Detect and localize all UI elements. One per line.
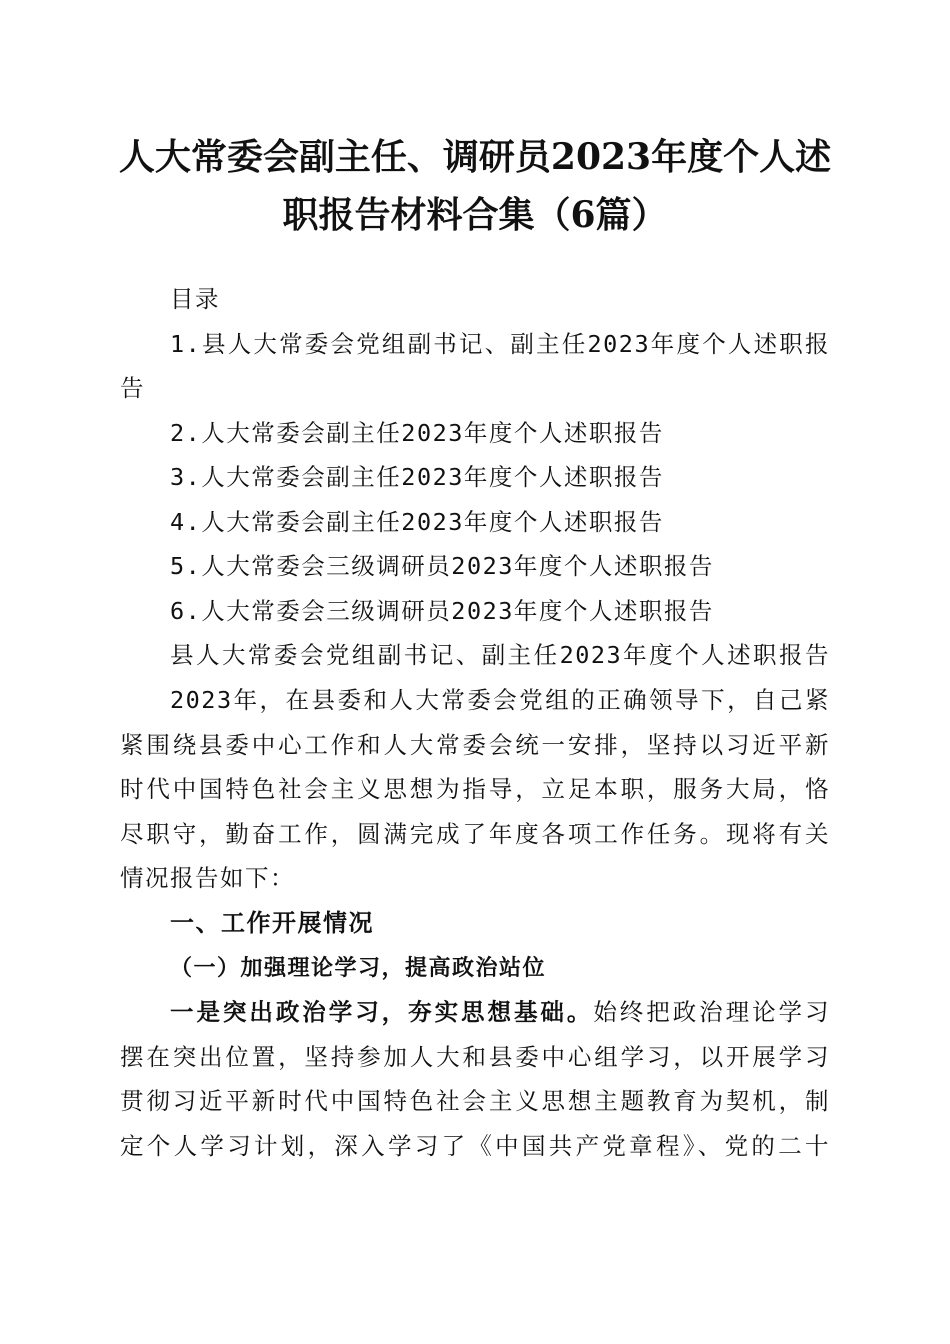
paragraph-line-1-rest: 始终把政治理论学习	[593, 998, 831, 1026]
paragraph-lead: 一是突出政治学习，夯实思想基础。	[170, 998, 594, 1026]
toc-item-6: 6.人大常委会三级调研员2023年度个人述职报告	[170, 597, 714, 625]
toc-item-1-continued: 告	[120, 374, 145, 402]
toc-item-2: 2.人大常委会副主任2023年度个人述职报告	[170, 419, 664, 447]
intro-line-4: 尽职守，勤奋工作，圆满完成了年度各项工作任务。现将有关	[120, 820, 830, 848]
paragraph-line-3: 贯彻习近平新时代中国特色社会主义思想主题教育为契机，制	[120, 1087, 830, 1115]
paragraph-line-4: 定个人学习计划，深入学习了《中国共产党章程》、党的二十	[120, 1132, 830, 1160]
intro-line-3: 时代中国特色社会主义思想为指导，立足本职，服务大局，恪	[120, 775, 830, 803]
section-heading: 一、工作开展情况	[170, 909, 374, 937]
paragraph-line-2: 摆在突出位置，坚持参加人大和县委中心组学习，以开展学习	[120, 1043, 830, 1071]
toc-item-4: 4.人大常委会副主任2023年度个人述职报告	[170, 508, 664, 536]
toc-item-5: 5.人大常委会三级调研员2023年度个人述职报告	[170, 552, 714, 580]
toc-item-3: 3.人大常委会副主任2023年度个人述职报告	[170, 463, 664, 491]
report-title: 县人大常委会党组副书记、副主任2023年度个人述职报告	[170, 641, 830, 669]
toc-label: 目录	[170, 285, 220, 313]
toc-item-1: 1.县人大常委会党组副书记、副主任2023年度个人述职报	[170, 330, 830, 358]
title-line-1: 人大常委会副主任、调研员2023年度个人述	[118, 136, 832, 178]
intro-line-5: 情况报告如下：	[120, 864, 295, 892]
paragraph-line-1	[170, 997, 830, 1027]
document-title	[100, 128, 850, 244]
intro-line-2: 紧围绕县委中心工作和人大常委会统一安排，坚持以习近平新	[120, 731, 830, 759]
title-line-2: 职报告材料合集（6篇）	[282, 194, 668, 236]
subsection-heading: （一）加强理论学习，提高政治站位	[170, 955, 547, 981]
intro-line-1: 2023年，在县委和人大常委会党组的正确领导下，自己紧	[170, 686, 830, 714]
